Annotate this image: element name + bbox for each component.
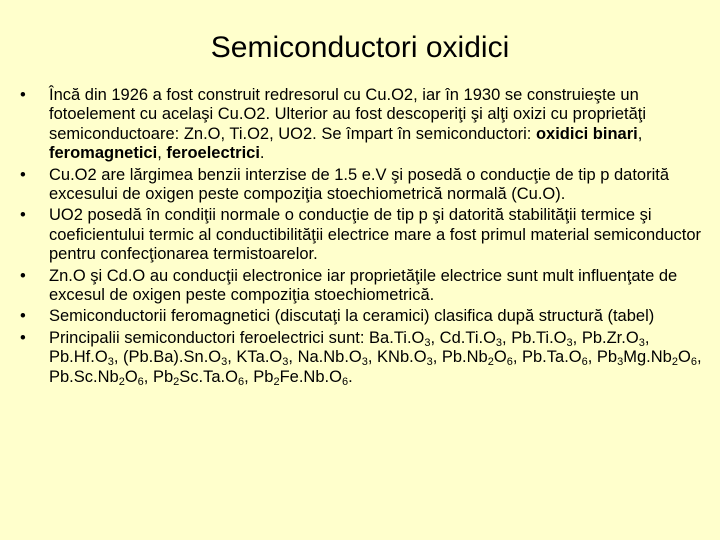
bullet-item-2 [20,166,712,205]
formula-subscript: 6 [690,356,697,369]
formula-subscript: 3 [617,356,624,369]
bullet-list [20,86,712,389]
bullet-marker: • [20,86,26,104]
bullet-6-intro: Principalii semiconductori feroelectrici sunt: [49,328,370,347]
bullet-6-text [49,329,702,386]
chemical-formula: $Pb.Hf.O_3$ [49,348,114,369]
formula-subscript: 2 [118,375,125,388]
chemical-formula: $Pb.Ti.O_3$ [511,328,573,349]
formula-subscript: 2 [671,356,678,369]
bullet-item-3 [20,206,712,264]
chemical-formula: $Pb.Zr.O_3$ [581,328,645,349]
bullet-2-text: Cu.O2 are lărgimea benzii interzise de 1.5 e.V şi posedă o conducţie de tip p datorită excesului de oxigen peste compoziţia stoechiometrică normală (Cu.O). [49,165,670,204]
formula-subscript: 3 [566,336,573,349]
chemical-formula: $Pb_3Mg.Nb_2O_6$ [596,348,697,369]
formula-subscript: 6 [581,356,588,369]
bullet-marker: • [20,307,26,326]
formula-separator: , [696,348,702,367]
chemical-formula: $Pb.Sc.Nb_2O_6$ [49,367,144,388]
chemical-formula: $Pb_2Sc.Ta.O_6$ [152,367,245,388]
formula-subscript: 6 [341,375,349,388]
formula-separator: , [430,328,440,347]
chemical-formula: $KNb.O_3$ [377,348,433,369]
formula-subscript: 2 [273,375,280,388]
formula-subscript: 6 [237,375,245,388]
formula-end: . [348,367,353,386]
bullet-1-intro: Încă din 1926 a fost construit redresorul cu Cu.O2, iar în 1930 se construieşte un fotoelement cu acelaşi Cu.O2. Ulterior au fost descoperiţi şi alţi oxizi cu proprietăţi semiconductoare: Zn.O, Ti.O2, UO2. Se împart în semiconductori: [49,86,647,143]
bullet-item-1 [20,86,712,164]
bullet-1-text [49,86,646,162]
formula-subscript: 3 [361,356,368,369]
formula-subscript: 3 [638,336,645,349]
formula-separator: , [288,348,298,367]
formula-separator: , [143,367,153,386]
formula-separator: , [644,328,650,347]
formula-subscript: 2 [487,356,494,369]
chemical-formula: $(Pb.Ba).Sn.O_3$ [122,348,228,369]
formula-subscript: 3 [495,336,503,349]
chemical-formula: $Na.Nb.O_3$ [297,348,368,369]
formula-separator: , [227,348,237,367]
bullet-5-text: Semiconductorii feromagnetici (discutaţi la ceramici) clasifica după structură (tabel) [49,307,655,326]
bullet-item-5 [20,307,712,326]
slide-title: Semiconductori oxidici [210,31,510,64]
term-oxidici-binari: oxidici binari [535,124,638,143]
bullet-marker: • [20,328,26,347]
bullet-3-text: UO2 posedă în condiţii normale o conducţie de tip p şi datorită stabilităţii termice şi coeficientului termic al conductibilităţii electrice mare a fost primul material semiconductor pentru confecţionarea termistoarelor. [49,206,702,264]
formula-separator: , [512,348,522,367]
formula-separator: , [244,367,254,386]
bullet-1-end: . [259,144,265,163]
formula-separator: , [113,348,123,367]
term-feroelectrici: feroelectrici [166,144,260,163]
formula-subscript: 3 [221,356,228,369]
formula-subscript: 2 [173,375,180,388]
chemical-formula: $KTa.O_3$ [236,348,289,369]
formula-separator: , [502,328,512,347]
formula-separator: , [572,328,582,347]
formula-subscript: 3 [107,356,114,369]
bullet-item-4 [20,267,712,306]
chemical-formula: $Pb.Ta.O_6$ [522,348,588,369]
formula-subscript: 6 [506,356,513,369]
bullet-1-separator: , [157,144,167,163]
formula-separator: , [432,348,442,367]
formula-separator: , [367,348,378,367]
bullet-1-separator: , [637,124,643,143]
bullet-marker: • [20,165,26,184]
bullet-4-text: Zn.O şi Cd.O au conducţii electronice iar proprietăţile electrice sunt mult influenţate de excesul de oxigen peste compoziţia stoechiometrică. [49,266,678,305]
formula-subscript: 3 [282,356,289,369]
bullet-item-6 [20,329,712,387]
chemical-formula: $Ba.Ti.O_3$ [369,328,431,349]
formula-subscript: 3 [424,336,431,349]
formula-subscript: 6 [137,375,144,388]
chemical-formula: $Cd.Ti.O_3$ [439,328,503,349]
chemical-formula: $Pb.Nb_2O_6$ [441,348,513,369]
chemical-formula: $Pb_2Fe.Nb.O_6$ [253,367,349,388]
formula-subscript: 3 [426,356,433,369]
formula-separator: , [587,348,597,367]
bullet-marker: • [20,206,26,225]
bullet-marker: • [20,266,26,285]
term-feromagnetici: feromagnetici [49,144,158,163]
